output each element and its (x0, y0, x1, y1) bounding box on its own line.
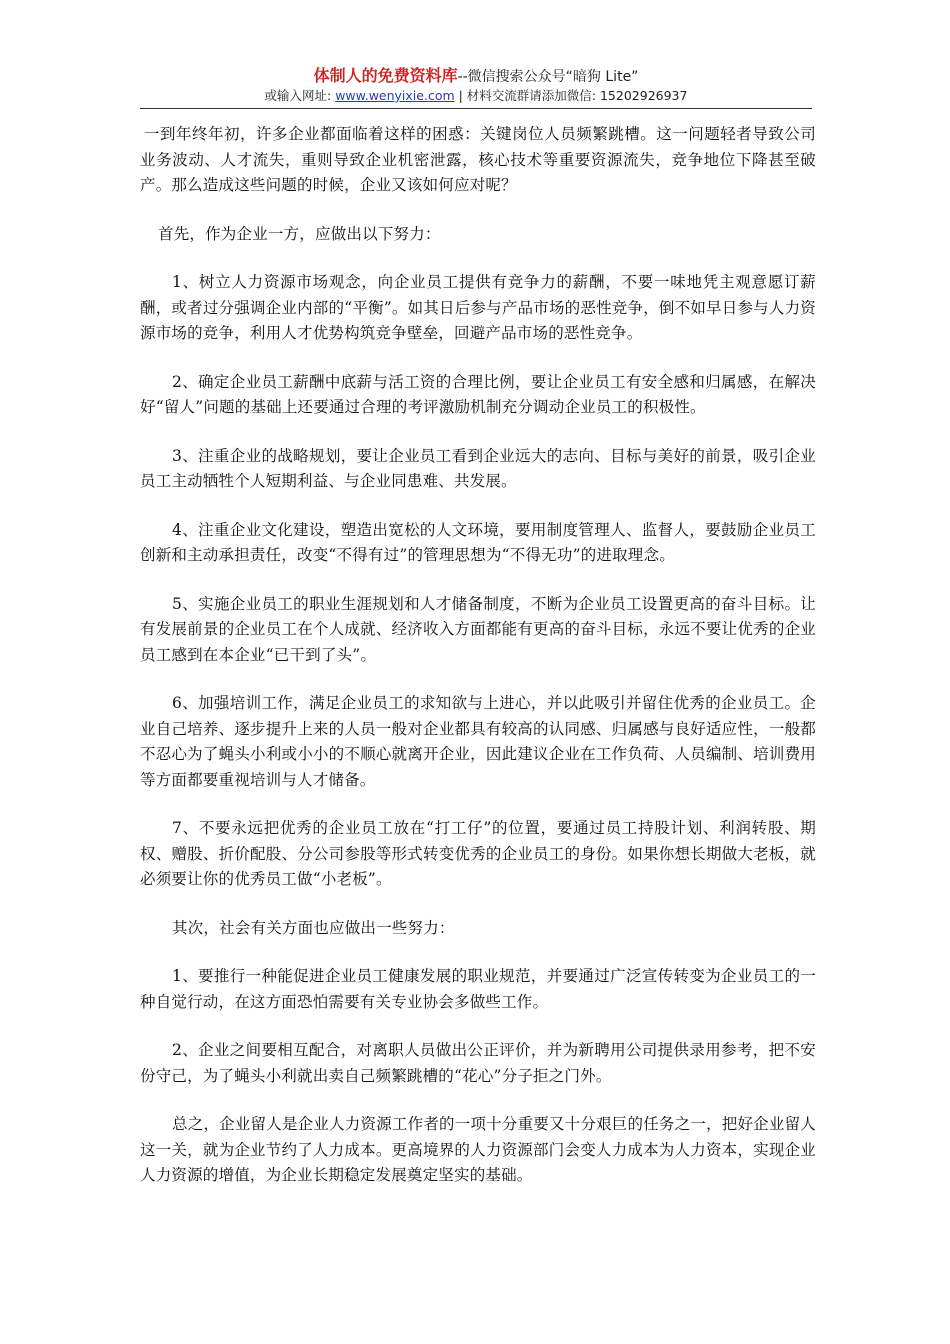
brand-title: 体制人的免费资料库 (313, 66, 458, 85)
enterprise-point-2: 2、确定企业员工薪酬中底薪与活工资的合理比例，要让企业员工有安全感和归属感，在解决好“留人”问题的基础上还要通过合理的考评激励机制充分调动企业员工的积极性。 (140, 372, 816, 416)
society-point-2: 2、企业之间要相互配合，对离职人员做出公正评价，并为新聘用公司提供录用参考，把不安份守己，为了蝇头小利就出卖自己频繁跳槽的“花心”分子拒之门外。 (140, 1041, 816, 1085)
section-heading-enterprise: 首先，作为企业一方，应做出以下努力： (158, 224, 441, 243)
conclusion-paragraph: 总之，企业留人是企业人力资源工作者的一项十分重要又十分艰巨的任务之一，把好企业留人这一关，就为企业节约了人力成本。更高境界的人力资源部门会变人力成本为人力资本，实现企业人力资源的增值，为企业长期稳定发展奠定坚实的基础。 (140, 1115, 816, 1184)
society-point-1: 1、要推行一种能促进企业员工健康发展的职业规范，并要通过广泛宣传转变为企业员工的一种自觉行动，在这方面恐怕需要有关专业协会多做些工作。 (140, 967, 816, 1011)
enterprise-point-3: 3、注重企业的战略规划，要让企业员工看到企业远大的志向、目标与美好的前景，吸引企业员工主动牺牲个人短期利益、与企业同患难、共发展。 (140, 446, 816, 490)
website-link[interactable]: www.wenyixie.com (335, 88, 455, 103)
wechat-contact: | 材料交流群请添加微信: 15202926937 (454, 88, 688, 103)
header-title-line (140, 66, 812, 87)
header-divider (140, 108, 812, 109)
enterprise-point-7: 7、不要永远把优秀的企业员工放在“打工仔”的位置，要通过员工持股计划、利润转股、期权、赠股、折价配股、分公司参股等形式转变优秀的企业员工的身份。如果你想长期做大老板，就必须要让你的优秀员工做“小老板”。 (140, 819, 816, 888)
enterprise-point-6: 6、加强培训工作，满足企业员工的求知欲与上进心，并以此吸引并留住优秀的企业员工。企业自己培养、逐步提升上来的人员一般对企业都具有较高的认同感、归属感与良好适应性，一般都不忍心为了蝇头小利或小小的不顺心就离开企业，因此建议企业在工作负荷、人员编制、培训费用等方面都要重视培训与人才储备。 (140, 694, 816, 789)
section-heading-society: 其次，社会有关方面也应做出一些努力： (172, 918, 455, 937)
article-body (140, 122, 816, 1212)
page-header (140, 66, 812, 105)
header-contact-line (140, 87, 812, 105)
enterprise-point-4: 4、注重企业文化建设，塑造出宽松的人文环境，要用制度管理人、监督人，要鼓励企业员工创新和主动承担责任，改变“不得有过”的管理思想为“不得无功”的进取理念。 (140, 520, 816, 564)
url-prefix: 或输入网址: (264, 88, 336, 103)
header-tagline: --微信搜索公众号“暗狗 Lite” (457, 69, 639, 85)
enterprise-point-1: 1、树立人力资源市场观念，向企业员工提供有竞争力的薪酬，不要一味地凭主观意愿订薪酬，或者过分强调企业内部的“平衡”。如其日后参与产品市场的恶性竞争，倒不如早日参与人力资源市场的竞争，利用人才优势构筑竞争壁垒，回避产品市场的恶性竞争。 (140, 273, 816, 342)
enterprise-point-5: 5、实施企业员工的职业生涯规划和人才储备制度，不断为企业员工设置更高的奋斗目标。让有发展前景的企业员工在个人成就、经济收入方面都能有更高的奋斗目标，永远不要让优秀的企业员工感到在本企业“已干到了头”。 (140, 594, 816, 664)
intro-paragraph: 一到年终年初，许多企业都面临着这样的困惑：关键岗位人员频繁跳槽。这一问题轻者导致公司业务波动、人才流失，重则导致企业机密泄露，核心技术等重要资源流失，竞争地位下降甚至破产。那么造成这些问题的时候，企业又该如何应对呢？ (140, 125, 816, 194)
